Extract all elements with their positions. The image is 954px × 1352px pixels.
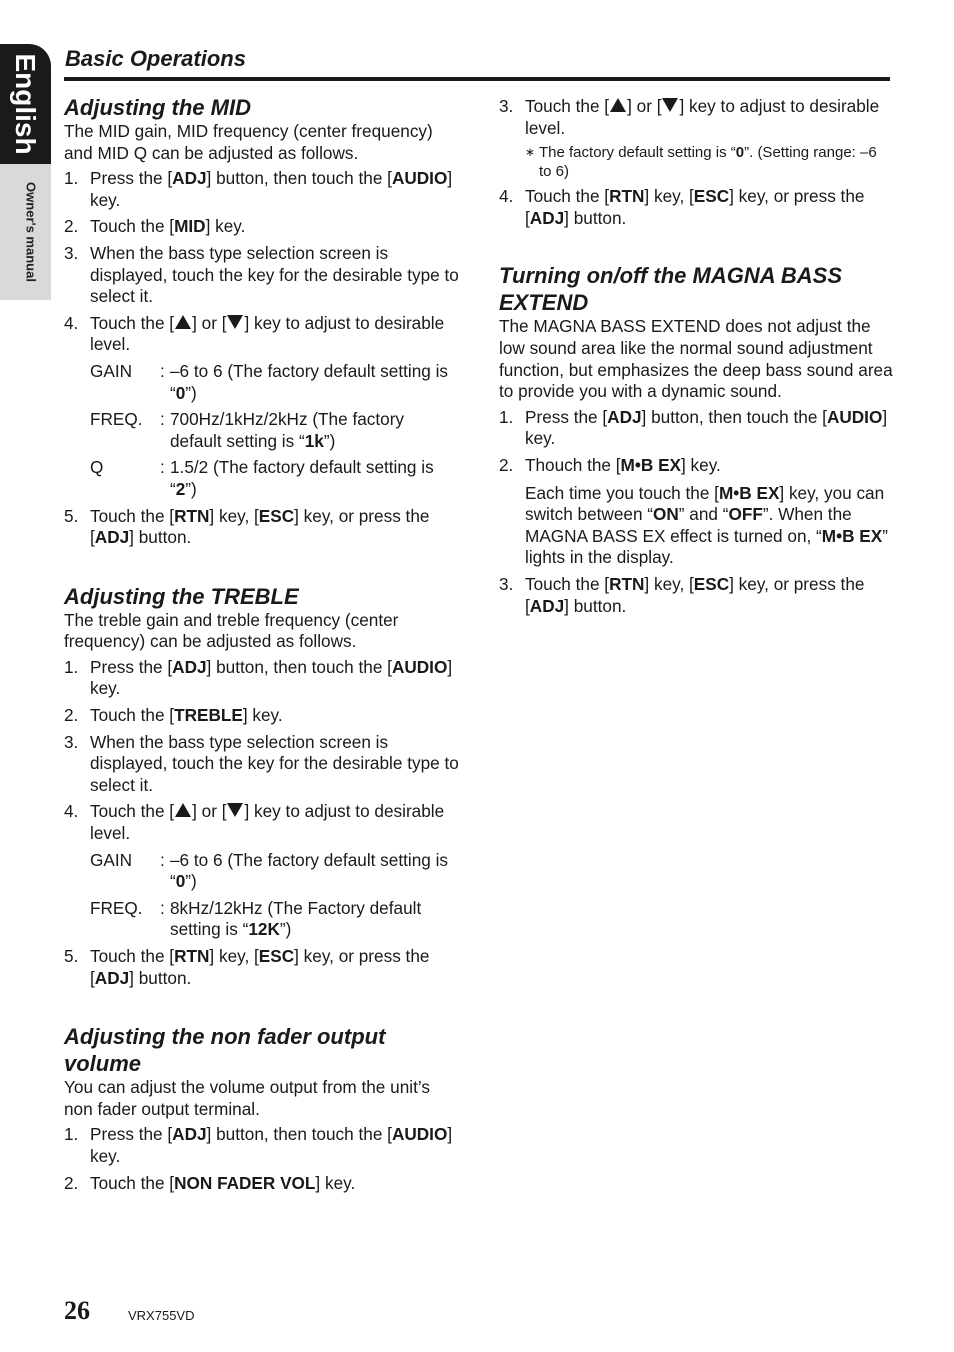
header-rule: [64, 77, 890, 81]
step-text: ] key.: [681, 454, 721, 475]
step-item: [64, 216, 460, 238]
key-label: RTN: [174, 946, 210, 966]
spec-colon: :: [160, 409, 165, 430]
step-number: 3.: [64, 242, 79, 263]
key-label: ADJ: [172, 656, 207, 677]
key-label: ESC: [693, 573, 730, 594]
step-number: 1.: [499, 406, 514, 427]
model-number: VRX755VD: [128, 1308, 195, 1323]
step-item: [64, 946, 460, 989]
spec-colon: :: [160, 457, 165, 478]
key-label: ESC: [258, 946, 295, 966]
step-text: When the bass type selection screen is displayed, touch the key for the desirable type to select it.: [90, 242, 459, 307]
spec-colon: :: [160, 849, 165, 870]
step-text: ] key.: [205, 216, 246, 237]
step-number: 2.: [64, 705, 79, 726]
step-text: Touch the [: [90, 505, 175, 526]
key-label: ADJ: [172, 168, 207, 189]
key-label: ESC: [693, 186, 730, 207]
step-number: 4.: [499, 186, 514, 207]
step-number: 1.: [64, 656, 79, 677]
spec-row-freq: [90, 409, 460, 452]
down-arrow-icon: [227, 315, 243, 329]
language-label: English: [10, 53, 41, 155]
step-text: ] button, then touch the [: [206, 1124, 392, 1145]
spec-value: 700Hz/1kHz/2kHz (The factory default setting is “1k”): [170, 409, 405, 451]
steps-list: [64, 168, 460, 549]
step-text: Touch the [: [525, 96, 610, 116]
spec-colon: :: [160, 360, 165, 381]
step-text: ] key.: [90, 656, 453, 699]
step-text: ] key, or press the [: [90, 946, 430, 988]
spec-key: Q: [90, 457, 104, 478]
step-text: ] key, [: [209, 505, 259, 526]
up-arrow-icon: [175, 315, 191, 329]
step-text: Press the [: [90, 656, 173, 677]
spec-value: –6 to 6 (The factory default setting is “0”): [170, 360, 449, 403]
key-label: MID: [174, 216, 206, 237]
step-text: ] key, [: [644, 186, 694, 207]
up-arrow-icon: [175, 803, 191, 817]
down-arrow-icon: [227, 803, 243, 817]
step-item: [499, 407, 893, 450]
step-text: ] button.: [564, 595, 627, 616]
step-text: Touch the [: [525, 573, 610, 594]
step-item: [499, 574, 893, 617]
section-title: Turning on/off the MAGNA BASS EXTEND: [499, 263, 843, 316]
steps-list: [499, 407, 893, 617]
section-title: Adjusting the MID: [64, 95, 251, 120]
step-item: [64, 732, 460, 797]
spec-row-gain: [90, 361, 460, 404]
key-label: NON FADER VOL: [174, 1172, 316, 1193]
step-item: [64, 168, 460, 211]
section-adjusting-mid: [64, 94, 460, 549]
section-adjusting-treble: [64, 583, 460, 990]
key-label: ESC: [258, 505, 295, 526]
steps-list-continued: [499, 96, 893, 229]
section-intro: The MAGNA BASS EXTEND does not adjust the low sound area like the normal sound adjustment function, but emphasizes the deep bass sound area to provide you with a dynamic sound.: [499, 316, 893, 402]
step-item: [64, 1173, 460, 1195]
step-text: ] key, or press the [: [90, 505, 430, 548]
spec-row-freq: [90, 898, 460, 941]
step-text: ] key.: [242, 705, 283, 726]
step-text: Touch the [: [90, 1172, 175, 1193]
step-text: ] key, [: [209, 946, 259, 966]
step-text: Touch the [: [90, 216, 175, 237]
step-text: When the bass type selection screen is displayed, touch the key for the desirable type to select it.: [90, 731, 459, 795]
step-text: Touch the [: [90, 705, 175, 726]
key-label: ADJ: [529, 207, 565, 228]
step-item: [64, 243, 460, 308]
step-text: Press the [: [525, 406, 608, 427]
step-number: 1.: [64, 168, 79, 189]
step-text: ] button.: [129, 527, 192, 548]
steps-list: [64, 1124, 460, 1194]
step-text: ] key.: [90, 1124, 453, 1166]
spec-key: FREQ.: [90, 897, 143, 918]
step-number: 5.: [64, 505, 79, 526]
key-label: AUDIO: [826, 406, 883, 427]
step-text: ] key, [: [644, 573, 694, 594]
note-text: ”. (Setting range: –6 to 6): [539, 144, 877, 181]
key-label: ADJ: [607, 406, 642, 427]
step-text: Press the [: [90, 1124, 173, 1145]
spec-row-q: [90, 457, 460, 500]
step-text: Touch the [: [90, 946, 175, 966]
owners-manual-label: Owner's manual: [23, 182, 39, 282]
step-item: [64, 657, 460, 700]
step-item: [64, 1124, 460, 1167]
section-intro: The treble gain and treble frequency (center frequency) can be adjusted as follows.: [64, 609, 399, 652]
page-number: 26: [64, 1296, 90, 1325]
section-title: Adjusting the TREBLE: [64, 583, 299, 609]
spec-key: GAIN: [90, 849, 133, 870]
step-text: ] button.: [129, 967, 192, 988]
step-number: 2.: [64, 216, 79, 237]
step-text: ] key.: [90, 168, 453, 210]
up-arrow-icon: [610, 98, 626, 112]
step-item: [64, 801, 460, 941]
step-item: [499, 455, 893, 569]
key-label: M•B EX: [620, 454, 681, 475]
step-text: ] key to adjust to desirable level.: [90, 312, 445, 355]
key-label: ADJ: [94, 967, 130, 988]
step-text: ] button, then touch the [: [641, 406, 827, 427]
note: [525, 143, 893, 181]
step-detail: Each time you touch the [M•B EX] key, you can switch between “ON” and “OFF”. When the MAGNA BASS EX effect is turned on, “M•B EX” lights in the display.: [525, 482, 888, 568]
step-number: 3.: [499, 96, 514, 116]
language-tab: [0, 44, 51, 300]
spec-colon: :: [160, 897, 165, 918]
step-number: 2.: [499, 454, 514, 475]
section-intro: You can adjust the volume output from the unit’s non fader output terminal.: [64, 1077, 430, 1119]
step-item: [64, 313, 460, 501]
down-arrow-icon: [662, 98, 678, 112]
key-label: RTN: [609, 573, 645, 594]
note-asterisk-icon: ∗: [525, 145, 536, 160]
key-label: TREBLE: [174, 705, 243, 726]
spec-value: –6 to 6 (The factory default setting is “0”): [170, 849, 449, 892]
step-text: ] or [: [192, 801, 227, 822]
step-item: [64, 705, 460, 727]
section-intro: The MID gain, MID frequency (center frequency) and MID Q can be adjusted as follows.: [64, 121, 433, 163]
step-text: ] key, or press the [: [525, 186, 865, 228]
step-number: 3.: [499, 573, 514, 594]
step-text: Thouch the [: [525, 454, 621, 475]
key-label: AUDIO: [391, 656, 448, 677]
page-header: Basic Operations: [65, 46, 246, 71]
step-number: 5.: [64, 946, 79, 966]
step-number: 4.: [64, 801, 79, 822]
steps-list: [64, 657, 460, 989]
step-text: ] key, or press the [: [525, 573, 865, 616]
step-text: ] key.: [315, 1172, 356, 1193]
step-item: [499, 96, 893, 181]
step-text: ] button, then touch the [: [206, 168, 392, 189]
step-number: 2.: [64, 1172, 79, 1193]
step-text: ] button.: [564, 207, 627, 228]
step-item: [64, 506, 460, 549]
step-text: Touch the [: [90, 312, 175, 333]
section-non-fader-volume: [64, 1023, 460, 1194]
spec-value: 1.5/2 (The factory default setting is “2”): [170, 457, 434, 499]
step-text: Press the [: [90, 168, 173, 189]
note-value: 0: [735, 144, 745, 162]
right-column: [499, 94, 893, 622]
step-number: 4.: [64, 312, 79, 333]
step-number: 3.: [64, 731, 79, 752]
step-text: Touch the [: [525, 186, 610, 207]
spec-key: FREQ.: [90, 409, 143, 430]
spec-value: 8kHz/12kHz (The Factory default setting is “12K”): [170, 897, 422, 940]
section-magna-bass-extend: [499, 262, 893, 617]
key-label: AUDIO: [391, 1124, 448, 1145]
spec-key: GAIN: [90, 360, 133, 381]
step-text: ] or [: [192, 312, 227, 333]
step-text: ] or [: [627, 96, 662, 116]
key-label: ADJ: [529, 595, 565, 616]
step-text: Touch the [: [90, 801, 175, 822]
step-item: [499, 186, 893, 229]
step-text: ] key to adjust to desirable level.: [525, 96, 880, 138]
step-text: ] key.: [525, 406, 888, 449]
key-label: RTN: [609, 186, 645, 207]
key-label: ADJ: [94, 527, 130, 548]
language-tab-dark-block: [0, 44, 51, 164]
spec-row-gain: [90, 850, 460, 893]
key-label: ADJ: [172, 1124, 207, 1145]
note-text: The factory default setting is “: [539, 144, 736, 162]
key-label: RTN: [174, 505, 210, 526]
step-number: 1.: [64, 1124, 79, 1145]
step-text: ] button, then touch the [: [206, 656, 392, 677]
section-title: Adjusting the non fader output volume: [64, 1024, 386, 1077]
key-label: AUDIO: [391, 168, 448, 189]
left-column: [64, 94, 460, 1199]
step-text: ] key to adjust to desirable level.: [90, 801, 445, 844]
